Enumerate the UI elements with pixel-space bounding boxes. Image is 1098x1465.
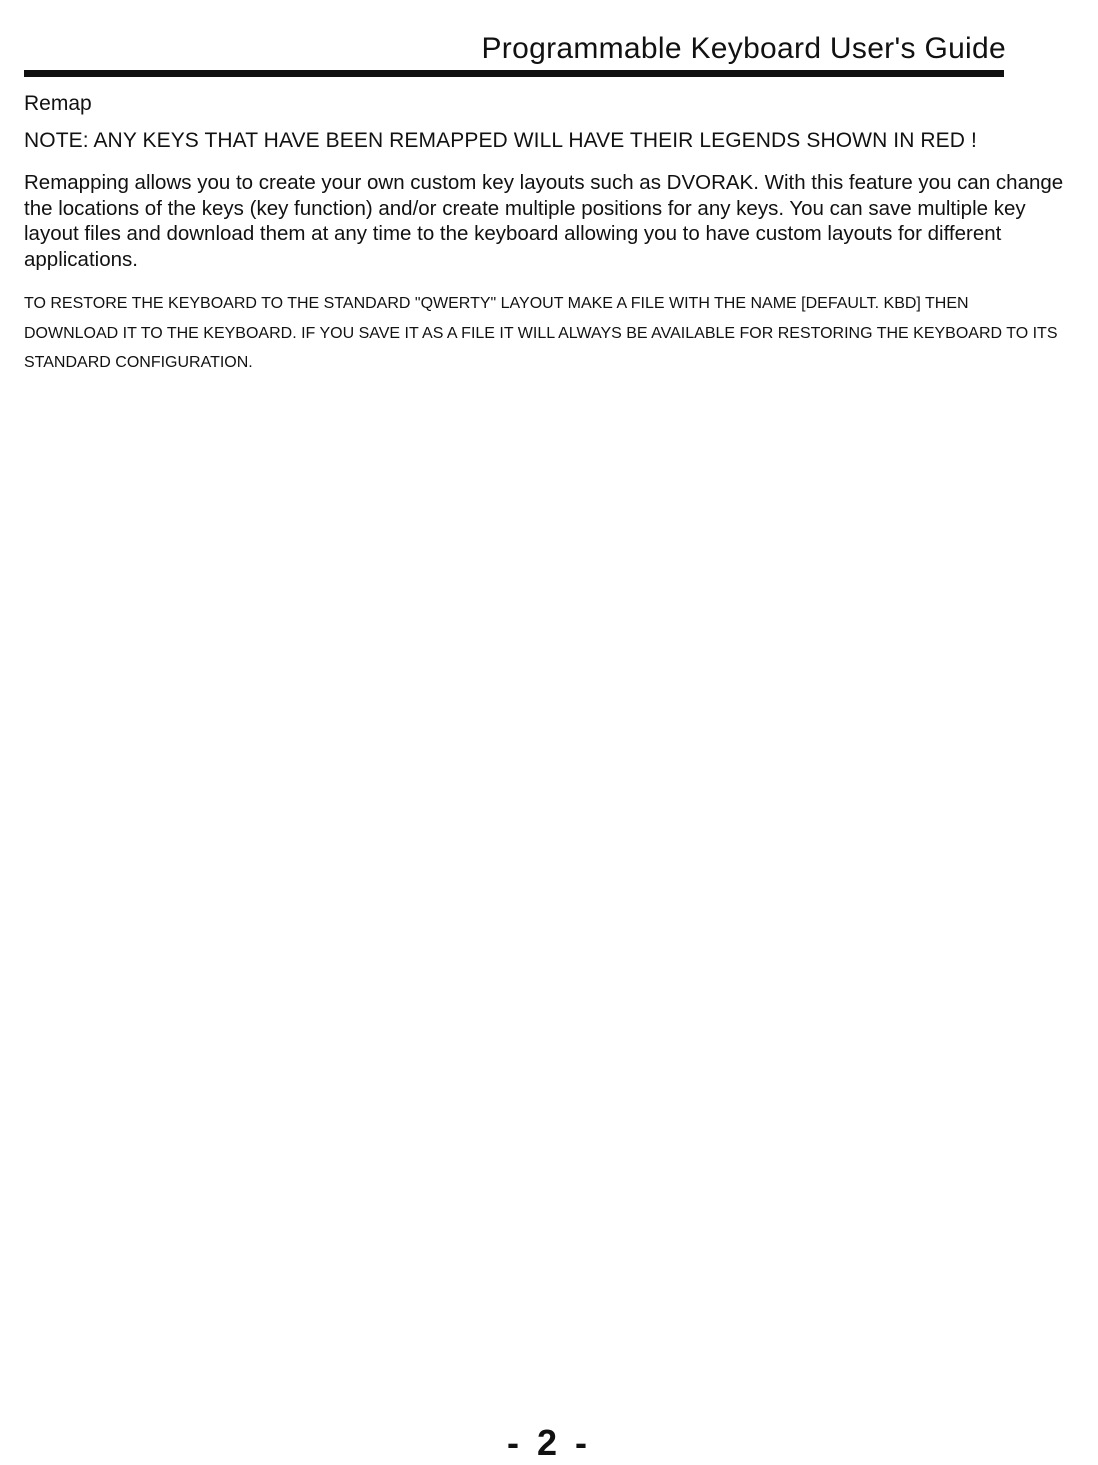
restore-instructions: TO RESTORE THE KEYBOARD TO THE STANDARD "QWERTY" LAYOUT MAKE A FILE WITH THE NAME [DEFAULT. KBD] THEN DOWNLOAD IT TO THE KEYBOARD. IF YOU SAVE IT AS A FILE IT WILL ALWAYS BE AVAILABLE FOR RESTORING THE KEYBOARD TO ITS STANDARD CONFIGURATION. <box>24 295 1058 371</box>
remap-note: NOTE: ANY KEYS THAT HAVE BEEN REMAPPED WILL HAVE THEIR LEGENDS SHOWN IN RED ! <box>24 129 977 152</box>
page-header <box>0 0 1098 80</box>
header-rule <box>24 70 1004 77</box>
page-number: - 2 - <box>506 1422 591 1463</box>
section-heading: Remap <box>24 92 92 115</box>
remap-description: Remapping allows you to create your own custom key layouts such as DVORAK. With this feature you can change the locations of the keys (key function) and/or create multiple positions for any keys. You can save multiple key layout files and download them at any time to the keyboard allowing you to have custom layouts for different applications. <box>24 171 1064 271</box>
document-title: Programmable Keyboard User's Guide <box>481 32 1006 65</box>
